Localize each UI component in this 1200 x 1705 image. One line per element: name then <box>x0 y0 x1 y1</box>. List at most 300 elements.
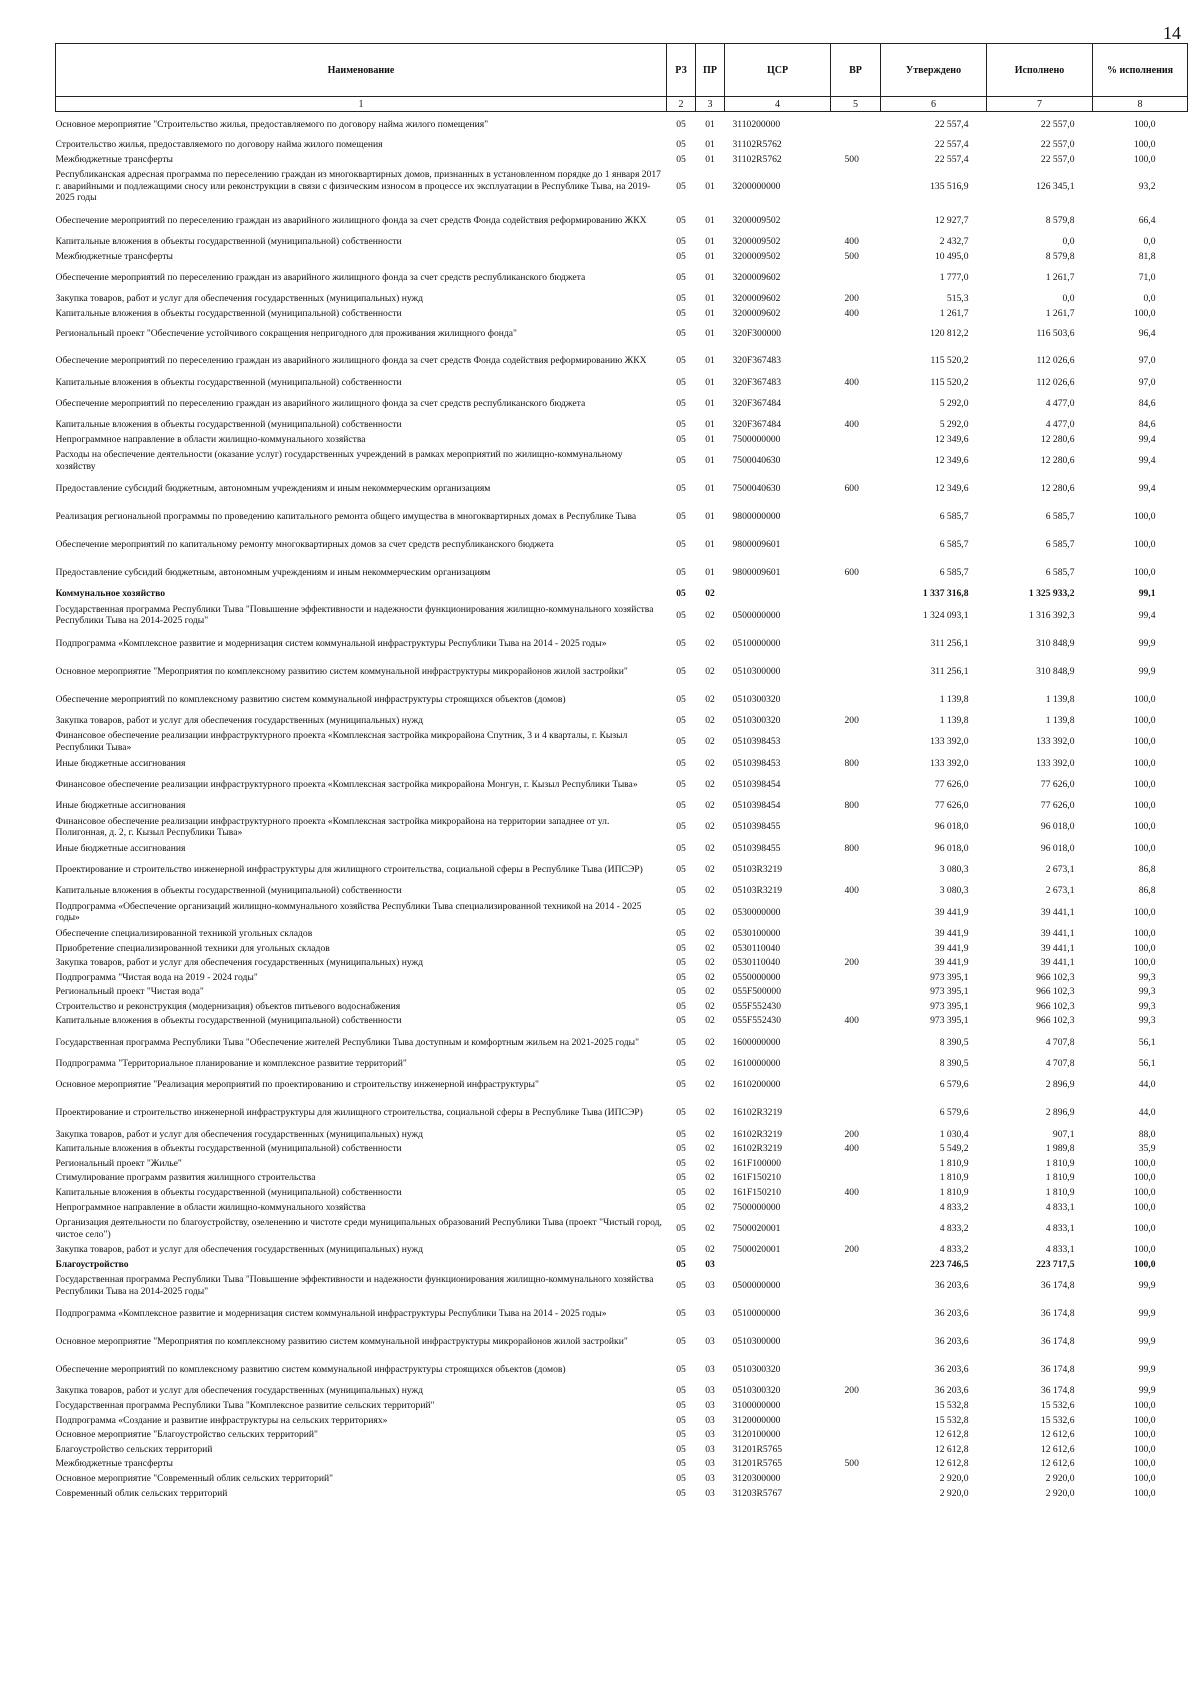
cell-executed: 2 920,0 <box>1045 1472 1075 1484</box>
cell-rz: 05 <box>676 1429 686 1441</box>
cell-name: Финансовое обеспечение реализации инфраструктурного проекта «Комплексная застройка микрорайона на территории западнее от ул. Полигонная, д. 2, г. Кызыл Республики Тыва» <box>55 815 610 839</box>
cell-vr <box>831 1328 881 1356</box>
cell-percent: 93,2 <box>1138 180 1156 192</box>
cell-percent: 100,0 <box>1133 757 1156 769</box>
cell-rz: 05 <box>676 139 686 150</box>
cell-rz: 05 <box>676 757 686 769</box>
cell-csr: 3200009602 <box>732 307 781 319</box>
table-row <box>56 264 1188 292</box>
cell-csr <box>725 587 831 602</box>
cell-approved: 1 261,7 <box>939 307 969 319</box>
cell-executed: 8 579,8 <box>1045 250 1075 262</box>
cell-rz: 05 <box>676 1364 686 1376</box>
table-row <box>56 771 1188 799</box>
cell-pr: 02 <box>705 906 715 918</box>
cell-csr: 3120100000 <box>732 1429 781 1441</box>
cell-percent: 100,0 <box>1133 1487 1156 1499</box>
table-row <box>56 390 1188 418</box>
table-row <box>56 1029 1188 1057</box>
table-row <box>56 884 1188 899</box>
cell-vr <box>831 1356 881 1384</box>
cell-rz: 05 <box>676 455 686 467</box>
cell-pr: 01 <box>705 376 715 388</box>
cell-name: Обеспечение мероприятий по переселению граждан из аварийного жилищного фонда за счет средств Фонда содействия реформированию ЖКХ <box>55 214 647 226</box>
cell-pr: 01 <box>705 328 715 340</box>
cell-executed: 0,0 <box>1062 293 1075 305</box>
table-row <box>56 531 1188 559</box>
cell-approved: 6 579,6 <box>939 1107 969 1119</box>
table-row <box>56 1442 1188 1457</box>
cell-vr <box>831 264 881 292</box>
cell-vr <box>831 898 881 926</box>
cell-approved: 135 516,9 <box>930 180 969 192</box>
cell-executed: 36 174,8 <box>1040 1308 1075 1320</box>
cell-csr: 0510300000 <box>732 665 781 677</box>
cell-csr: 320F367483 <box>732 355 782 367</box>
cell-vr <box>831 1099 881 1127</box>
cell-executed: 4 707,8 <box>1045 1036 1075 1048</box>
cell-pr: 03 <box>705 1364 715 1376</box>
cell-percent: 99,4 <box>1138 483 1156 495</box>
column-number: 1 <box>56 97 667 112</box>
cell-rz: 05 <box>676 927 686 939</box>
table-row <box>56 152 1188 167</box>
cell-approved: 1 810,9 <box>939 1172 969 1184</box>
cell-rz: 05 <box>676 1458 686 1470</box>
cell-csr: 0510300320 <box>732 693 781 705</box>
cell-rz: 05 <box>676 153 686 165</box>
cell-rz: 05 <box>676 1107 686 1119</box>
cell-name: Основное мероприятие "Мероприятия по комплексному развитию систем коммунальной инфраструктуры микрорайонов жилой застройки" <box>55 665 628 677</box>
cell-rz: 05 <box>676 957 686 969</box>
cell-vr <box>831 167 881 207</box>
table-row <box>56 138 1188 153</box>
cell-name: Межбюджетные трансферты <box>55 250 173 262</box>
table-row <box>56 1014 1188 1029</box>
cell-name: Непрограммное направление в области жилищно-коммунального хозяйства <box>55 433 366 445</box>
table-row <box>56 1457 1188 1472</box>
cell-pr: 02 <box>705 842 715 854</box>
cell-vr <box>831 970 881 985</box>
cell-executed: 36 174,8 <box>1040 1385 1075 1397</box>
cell-rz: 05 <box>676 419 686 431</box>
cell-vr: 200 <box>844 957 859 969</box>
cell-name: Закупка товаров, работ и услуг для обеспечения государственных (муниципальных) нужд <box>55 957 424 969</box>
cell-percent: 100,0 <box>1133 1187 1156 1199</box>
cell-percent: 100,0 <box>1133 942 1156 954</box>
cell-percent: 99,9 <box>1138 1336 1156 1348</box>
cell-executed: 96 018,0 <box>1040 821 1075 833</box>
cell-approved: 6 585,7 <box>939 511 969 523</box>
cell-executed: 12 612,6 <box>1040 1429 1075 1441</box>
cell-csr: 3120300000 <box>732 1472 781 1484</box>
cell-percent: 81,8 <box>1138 250 1156 262</box>
cell-vr <box>831 503 881 531</box>
cell-rz: 05 <box>676 1079 686 1091</box>
cell-rz: 05 <box>676 665 686 677</box>
cell-executed: 966 102,3 <box>1036 1000 1075 1012</box>
cell-rz: 05 <box>676 1201 686 1213</box>
cell-vr <box>831 447 881 475</box>
cell-csr: 3110200000 <box>732 118 781 130</box>
cell-name: Обеспечение мероприятий по переселению граждан из аварийного жилищного фонда за счет средств республиканского бюджета <box>55 272 586 284</box>
cell-approved: 515,3 <box>946 293 969 305</box>
cell-vr <box>831 587 881 602</box>
cell-percent: 84,6 <box>1138 397 1156 409</box>
cell-pr: 02 <box>705 1015 715 1027</box>
cell-csr: 0510398453 <box>732 757 781 769</box>
cell-csr: 16102R3219 <box>732 1143 783 1155</box>
table-row <box>56 1186 1188 1201</box>
cell-csr: 0530110040 <box>732 942 781 954</box>
table-row <box>56 926 1188 941</box>
cell-executed: 310 848,9 <box>1036 637 1075 649</box>
table-row <box>56 1171 1188 1186</box>
cell-percent: 99,9 <box>1138 637 1156 649</box>
cell-name: Капитальные вложения в объекты государственной (муниципальной) собственности <box>55 1143 402 1155</box>
cell-rz: 05 <box>676 588 686 600</box>
table-row <box>56 756 1188 771</box>
cell-csr: 161F150210 <box>732 1187 782 1199</box>
cell-vr <box>831 685 881 713</box>
cell-rz: 05 <box>676 376 686 388</box>
cell-csr: 0500000000 <box>732 609 781 621</box>
cell-approved: 22 557,4 <box>934 139 969 150</box>
table-row <box>56 956 1188 971</box>
cell-approved: 3 080,3 <box>939 885 969 897</box>
table-row <box>56 728 1188 756</box>
cell-rz: 05 <box>676 942 686 954</box>
cell-pr: 02 <box>705 1143 715 1155</box>
cell-vr <box>831 1215 881 1243</box>
cell-csr: 0510398455 <box>732 842 781 854</box>
cell-percent: 97,0 <box>1138 355 1156 367</box>
cell-vr: 200 <box>844 1244 859 1256</box>
cell-pr: 01 <box>705 236 715 248</box>
cell-pr: 03 <box>705 1414 715 1426</box>
cell-name: Региональный проект "Жилье" <box>55 1157 182 1169</box>
cell-pr: 01 <box>705 139 715 150</box>
cell-pr: 02 <box>705 1244 715 1256</box>
cell-rz: 05 <box>676 842 686 854</box>
cell-percent: 100,0 <box>1133 1157 1156 1169</box>
cell-name: Закупка товаров, работ и услуг для обеспечения государственных (муниципальных) нужд <box>55 1128 424 1140</box>
cell-executed: 36 174,8 <box>1040 1336 1075 1348</box>
cell-pr: 03 <box>705 1443 715 1455</box>
cell-pr: 02 <box>705 800 715 812</box>
cell-approved: 12 349,6 <box>934 455 969 467</box>
table-row <box>56 447 1188 475</box>
cell-pr: 01 <box>705 250 715 262</box>
cell-csr: 3120000000 <box>732 1414 781 1426</box>
cell-percent: 99,3 <box>1138 971 1156 983</box>
cell-vr <box>831 1029 881 1057</box>
cell-name: Современный облик сельских территорий <box>55 1487 228 1499</box>
cell-rz: 05 <box>676 609 686 621</box>
cell-rz: 05 <box>676 1128 686 1140</box>
cell-executed: 1 810,9 <box>1045 1172 1075 1184</box>
cell-pr: 02 <box>705 1000 715 1012</box>
cell-percent: 99,3 <box>1138 1015 1156 1027</box>
cell-rz: 05 <box>676 1280 686 1292</box>
table-row <box>56 657 1188 685</box>
cell-name: Закупка товаров, работ и услуг для обеспечения государственных (муниципальных) нужд <box>55 714 424 726</box>
cell-name: Строительство и реконструкция (модернизация) объектов питьевого водоснабжения <box>55 1000 401 1012</box>
cell-approved: 6 585,7 <box>939 539 969 551</box>
cell-pr: 02 <box>705 1128 715 1140</box>
cell-approved: 311 256,1 <box>930 637 969 649</box>
cell-vr <box>831 1171 881 1186</box>
cell-name: Закупка товаров, работ и услуг для обеспечения государственных (муниципальных) нужд <box>55 1385 424 1397</box>
table-row <box>56 418 1188 433</box>
cell-csr: 31102R5762 <box>732 153 782 165</box>
cell-pr: 02 <box>705 1222 715 1234</box>
cell-vr: 500 <box>844 1458 859 1470</box>
cell-vr <box>831 1071 881 1099</box>
cell-vr: 500 <box>844 250 859 262</box>
cell-name: Предоставление субсидий бюджетным, автономным учреждениям и иным некоммерческим организациям <box>55 483 491 495</box>
cell-approved: 973 395,1 <box>930 971 969 983</box>
cell-vr <box>831 1428 881 1443</box>
cell-approved: 77 626,0 <box>934 778 969 790</box>
cell-pr: 01 <box>705 118 715 130</box>
cell-csr: 7500020001 <box>732 1222 781 1234</box>
cell-csr: 3200009502 <box>732 214 781 226</box>
cell-pr: 02 <box>705 821 715 833</box>
cell-csr: 0550000000 <box>732 971 781 983</box>
cell-name: Закупка товаров, работ и услуг для обеспечения государственных (муниципальных) нужд <box>55 1244 424 1256</box>
table-row <box>56 207 1188 235</box>
cell-percent: 84,6 <box>1138 419 1156 431</box>
cell-executed: 966 102,3 <box>1036 986 1075 998</box>
table-row <box>56 235 1188 250</box>
cell-vr: 500 <box>844 153 859 165</box>
cell-name: Основное мероприятие "Мероприятия по комплексному развитию систем коммунальной инфраструктуры микрорайонов жилой застройки" <box>55 1336 628 1348</box>
cell-pr: 02 <box>705 665 715 677</box>
cell-vr: 400 <box>844 376 859 388</box>
cell-approved: 223 746,5 <box>930 1258 969 1270</box>
cell-csr: 05103R3219 <box>732 864 783 876</box>
cell-executed: 0,0 <box>1062 236 1075 248</box>
cell-rz: 05 <box>676 1414 686 1426</box>
cell-percent: 86,8 <box>1138 885 1156 897</box>
cell-pr: 01 <box>705 397 715 409</box>
cell-executed: 4 707,8 <box>1045 1058 1075 1070</box>
table-body <box>56 112 1188 1501</box>
cell-approved: 2 920,0 <box>939 1487 969 1499</box>
cell-name: Закупка товаров, работ и услуг для обеспечения государственных (муниципальных) нужд <box>55 293 424 305</box>
cell-rz: 05 <box>676 1222 686 1234</box>
cell-rz: 05 <box>676 1172 686 1184</box>
cell-executed: 12 280,6 <box>1040 483 1075 495</box>
cell-vr: 600 <box>844 483 859 495</box>
cell-executed: 22 557,0 <box>1040 118 1075 130</box>
cell-name: Стимулирование программ развития жилищного строительства <box>55 1172 316 1184</box>
table-row <box>56 559 1188 587</box>
cell-pr: 01 <box>705 511 715 523</box>
cell-executed: 1 989,8 <box>1045 1143 1075 1155</box>
cell-percent: 100,0 <box>1133 693 1156 705</box>
cell-approved: 39 441,9 <box>934 906 969 918</box>
cell-approved: 1 810,9 <box>939 1157 969 1169</box>
cell-executed: 112 026,6 <box>1036 376 1075 388</box>
table-row <box>56 1099 1188 1127</box>
table-row <box>56 799 1188 814</box>
cell-csr: 31102R5762 <box>732 139 782 150</box>
column-number: 3 <box>696 97 725 112</box>
cell-percent: 99,9 <box>1138 1385 1156 1397</box>
cell-approved: 12 612,8 <box>934 1458 969 1470</box>
table-row <box>56 306 1188 321</box>
table-row <box>56 1328 1188 1356</box>
cell-vr <box>831 531 881 559</box>
cell-approved: 115 520,2 <box>930 376 969 388</box>
table-row <box>56 503 1188 531</box>
cell-rz: 05 <box>676 1058 686 1070</box>
cell-pr: 02 <box>705 1058 715 1070</box>
header-rz: РЗ <box>667 44 696 97</box>
table-row <box>56 685 1188 713</box>
cell-vr: 200 <box>844 293 859 305</box>
cell-approved: 96 018,0 <box>934 842 969 854</box>
cell-percent: 100,0 <box>1133 1244 1156 1256</box>
cell-rz: 05 <box>676 1036 686 1048</box>
cell-rz: 05 <box>676 1015 686 1027</box>
cell-executed: 39 441,1 <box>1040 906 1075 918</box>
cell-csr: 31201R5765 <box>732 1458 783 1470</box>
cell-vr <box>831 856 881 884</box>
cell-csr: 16102R3219 <box>732 1107 783 1119</box>
cell-executed: 39 441,1 <box>1040 942 1075 954</box>
cell-rz: 05 <box>676 1336 686 1348</box>
table-row <box>56 985 1188 1000</box>
cell-rz: 05 <box>676 236 686 248</box>
cell-name: Организация деятельности по благоустройству, озеленению и чистоте среди муниципальных образований Республики Тыва (проект "Чистый город, чистое село") <box>55 1217 662 1240</box>
cell-executed: 1 261,7 <box>1045 307 1075 319</box>
cell-percent: 100,0 <box>1133 1429 1156 1441</box>
cell-percent: 100,0 <box>1133 842 1156 854</box>
cell-csr: 0510398455 <box>732 821 781 833</box>
cell-executed: 22 557,0 <box>1040 153 1075 165</box>
cell-executed: 1 325 933,2 <box>1028 588 1075 600</box>
cell-pr: 03 <box>705 1458 715 1470</box>
table-row <box>56 1272 1188 1300</box>
cell-csr: 0510000000 <box>732 637 781 649</box>
cell-percent: 99,1 <box>1138 588 1156 600</box>
cell-vr <box>831 432 881 447</box>
cell-rz: 05 <box>676 328 686 340</box>
cell-rz: 05 <box>676 272 686 284</box>
cell-vr: 400 <box>844 1015 859 1027</box>
cell-percent: 100,0 <box>1133 1172 1156 1184</box>
cell-csr: 9800009601 <box>732 567 781 579</box>
cell-approved: 77 626,0 <box>934 800 969 812</box>
cell-executed: 2 673,1 <box>1045 885 1075 897</box>
cell-name: Финансовое обеспечение реализации инфраструктурного проекта «Комплексная застройка микрорайона Спутник, 3 и 4 кварталы, г. Кызыл Республики Тыва» <box>55 730 628 754</box>
cell-vr <box>831 601 881 629</box>
cell-approved: 36 203,6 <box>934 1308 969 1320</box>
cell-pr: 02 <box>705 942 715 954</box>
cell-vr <box>831 728 881 756</box>
table-row <box>56 249 1188 264</box>
cell-rz: 05 <box>676 1443 686 1455</box>
cell-executed: 4 833,1 <box>1045 1244 1075 1256</box>
cell-rz: 05 <box>676 736 686 748</box>
table-row <box>56 941 1188 956</box>
table-row <box>56 856 1188 884</box>
cell-vr <box>831 999 881 1014</box>
cell-approved: 15 532,8 <box>934 1414 969 1426</box>
cell-approved: 10 495,0 <box>934 250 969 262</box>
cell-percent: 100,0 <box>1133 1458 1156 1470</box>
cell-vr <box>831 629 881 657</box>
cell-pr: 02 <box>705 885 715 897</box>
cell-rz: 05 <box>676 250 686 262</box>
table-row <box>56 1142 1188 1157</box>
cell-rz: 05 <box>676 637 686 649</box>
cell-approved: 15 532,8 <box>934 1400 969 1411</box>
cell-approved: 12 349,6 <box>934 433 969 445</box>
cell-pr: 01 <box>705 483 715 495</box>
cell-approved: 6 585,7 <box>939 567 969 579</box>
cell-pr: 03 <box>705 1400 715 1411</box>
cell-pr: 02 <box>705 693 715 705</box>
cell-rz: 05 <box>676 1143 686 1155</box>
cell-pr: 03 <box>705 1385 715 1397</box>
cell-executed: 96 018,0 <box>1040 842 1075 854</box>
table-row <box>56 1127 1188 1142</box>
cell-name: Капитальные вложения в объекты государственной (муниципальной) собственности <box>55 1015 402 1027</box>
cell-rz: 05 <box>676 1308 686 1320</box>
cell-percent: 99,4 <box>1138 433 1156 445</box>
cell-percent: 100,0 <box>1133 906 1156 918</box>
cell-percent: 100,0 <box>1133 118 1156 130</box>
header-pr: ПР <box>696 44 725 97</box>
cell-name: Иные бюджетные ассигнования <box>55 800 186 812</box>
cell-percent: 44,0 <box>1138 1107 1156 1119</box>
table-row <box>56 898 1188 926</box>
table-row <box>56 813 1188 841</box>
table-row <box>56 1356 1188 1384</box>
cell-percent: 99,9 <box>1138 665 1156 677</box>
cell-name: Капитальные вложения в объекты государственной (муниципальной) собственности <box>55 376 402 388</box>
table-row <box>56 347 1188 375</box>
cell-pr: 02 <box>705 637 715 649</box>
cell-name: Подпрограмма "Территориальное планирование и комплексное развитие территорий" <box>55 1058 407 1070</box>
cell-name: Государственная программа Республики Тыва "Обеспечение жителей Республики Тыва доступным и комфортным жильем на 2021-2025 годы" <box>55 1036 640 1048</box>
cell-rz: 05 <box>676 1385 686 1397</box>
cell-percent: 99,9 <box>1138 1364 1156 1376</box>
cell-executed: 1 316 392,3 <box>1028 609 1075 621</box>
cell-rz: 05 <box>676 1400 686 1411</box>
cell-pr: 01 <box>705 539 715 551</box>
cell-vr <box>831 390 881 418</box>
cell-approved: 133 392,0 <box>930 757 969 769</box>
cell-percent: 71,0 <box>1138 272 1156 284</box>
cell-vr <box>831 1057 881 1072</box>
cell-pr: 02 <box>705 986 715 998</box>
table-row <box>56 1200 1188 1215</box>
cell-csr: 7500000000 <box>732 1201 781 1213</box>
cell-csr: 05103R3219 <box>732 885 783 897</box>
cell-percent: 100,0 <box>1133 927 1156 939</box>
cell-vr: 400 <box>844 1143 859 1155</box>
cell-vr <box>831 207 881 235</box>
cell-approved: 12 349,6 <box>934 483 969 495</box>
cell-approved: 12 612,8 <box>934 1443 969 1455</box>
cell-approved: 133 392,0 <box>930 736 969 748</box>
cell-vr: 400 <box>844 885 859 897</box>
